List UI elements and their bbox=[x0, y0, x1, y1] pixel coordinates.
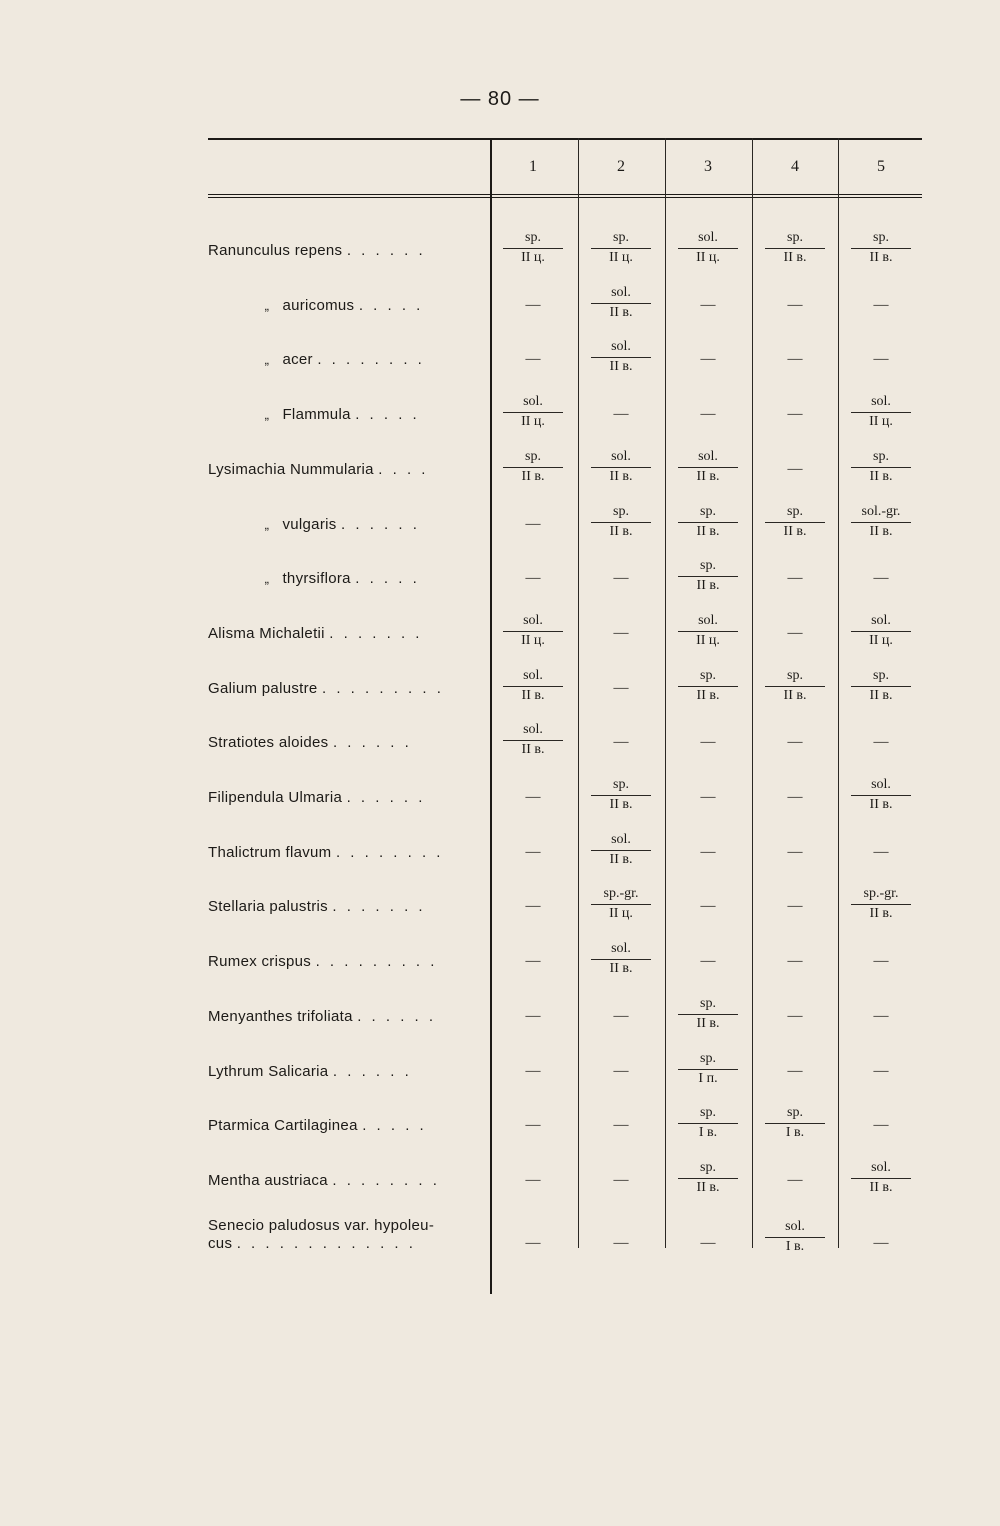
dot-leader: . . . . . . . . bbox=[332, 1171, 440, 1189]
epithet-name: Cartilaginea bbox=[274, 1117, 358, 1135]
phase-value: II в. bbox=[696, 523, 720, 539]
abundance-value: sp. bbox=[503, 449, 563, 468]
abundance-value: sol. bbox=[851, 613, 911, 632]
phase-value: I в. bbox=[698, 1125, 718, 1141]
species-name bbox=[208, 461, 490, 478]
phase-value: II в. bbox=[696, 1179, 720, 1195]
abundance-fraction bbox=[490, 613, 576, 650]
abundance-fraction bbox=[665, 504, 751, 541]
phase-value: II в. bbox=[609, 851, 633, 867]
abundance-value: sol. bbox=[503, 668, 563, 687]
table-row bbox=[208, 996, 922, 1050]
phase-value: II в. bbox=[869, 687, 893, 703]
genus-name: Menyanthes bbox=[208, 1007, 293, 1025]
absent-dash: — bbox=[613, 679, 629, 696]
absent-dash: — bbox=[525, 296, 541, 313]
abundance-value: sp. bbox=[678, 668, 738, 687]
genus-name: Thalictrum bbox=[208, 843, 282, 861]
absent-dash: — bbox=[873, 953, 889, 970]
phase-value: II ц. bbox=[869, 632, 893, 648]
ditto-mark: „ bbox=[264, 516, 270, 532]
genus-name: Ranunculus bbox=[208, 242, 291, 259]
abundance-fraction bbox=[838, 613, 924, 650]
abundance-value: sol. bbox=[503, 722, 563, 741]
absent-dash: — bbox=[787, 460, 803, 477]
table-row bbox=[208, 504, 922, 558]
abundance-value: sp. bbox=[503, 230, 563, 249]
absent-dash: — bbox=[525, 515, 541, 532]
abundance-fraction bbox=[752, 1105, 838, 1142]
abundance-fraction bbox=[838, 777, 924, 814]
phase-value: II в. bbox=[609, 961, 633, 977]
epithet-name: acer bbox=[282, 351, 313, 369]
column-header-3: 3 bbox=[704, 158, 712, 175]
dot-leader: . . . . . bbox=[362, 1117, 427, 1135]
species-name bbox=[208, 625, 490, 642]
absent-dash: — bbox=[613, 570, 629, 587]
abundance-value: sol.-gr. bbox=[851, 504, 911, 523]
header-rule bbox=[208, 194, 922, 198]
absent-dash: — bbox=[873, 1117, 889, 1134]
epithet-name: palustre bbox=[261, 679, 318, 697]
abundance-value: sp. bbox=[591, 504, 651, 523]
dot-leader: . . . . . bbox=[358, 296, 424, 314]
absent-dash: — bbox=[700, 898, 716, 915]
epithet-name: austriaca bbox=[264, 1171, 328, 1189]
abundance-value: sp. bbox=[591, 777, 651, 796]
table-row bbox=[208, 668, 922, 722]
dot-leader: . . . . . . . . bbox=[335, 843, 444, 861]
absent-dash: — bbox=[787, 898, 803, 915]
absent-dash: — bbox=[873, 734, 889, 751]
genus-name: Galium bbox=[208, 679, 258, 697]
absent-dash: — bbox=[700, 1234, 716, 1251]
absent-dash: — bbox=[525, 1171, 541, 1188]
phase-value: II в. bbox=[869, 797, 893, 812]
abundance-value: sol. bbox=[851, 777, 911, 796]
dot-leader: . . . . . . . . . bbox=[315, 953, 438, 971]
table-row bbox=[208, 1105, 922, 1159]
phase-value: II в. bbox=[609, 468, 633, 484]
table-row bbox=[208, 285, 922, 339]
genus-name: Stellaria bbox=[208, 898, 265, 916]
species-name bbox=[208, 953, 490, 970]
abundance-value: sol. bbox=[503, 613, 563, 632]
abundance-value: sol. bbox=[591, 285, 651, 304]
absent-dash: — bbox=[700, 789, 716, 805]
species-name bbox=[208, 570, 490, 587]
genus-name: Lythrum bbox=[208, 1062, 264, 1080]
table-row bbox=[208, 941, 922, 995]
epithet-name: aloides bbox=[278, 734, 329, 752]
absent-dash: — bbox=[787, 406, 803, 423]
absent-dash: — bbox=[873, 351, 889, 368]
epithet-name: Michaletii bbox=[259, 624, 325, 642]
abundance-fraction bbox=[578, 941, 664, 978]
absent-dash: — bbox=[613, 1062, 629, 1079]
phase-value: II в. bbox=[609, 797, 633, 812]
table-row bbox=[208, 1215, 922, 1269]
table-top-rule bbox=[208, 138, 922, 140]
abundance-value: sp. bbox=[678, 504, 738, 523]
absent-dash: — bbox=[787, 351, 803, 368]
epithet-name: Nummularia bbox=[289, 460, 374, 478]
abundance-fraction bbox=[838, 394, 924, 431]
absent-dash: — bbox=[873, 1007, 889, 1024]
abundance-value: sp. bbox=[591, 230, 651, 249]
dot-leader: . . . . . . . . bbox=[317, 351, 425, 369]
abundance-fraction bbox=[665, 558, 751, 595]
species-name bbox=[208, 1008, 490, 1025]
absent-dash: — bbox=[613, 1234, 629, 1251]
abundance-value: sol. bbox=[851, 394, 911, 413]
absent-dash: — bbox=[700, 734, 716, 751]
species-name bbox=[208, 789, 490, 806]
column-header-1: 1 bbox=[529, 158, 537, 175]
phase-value: II в. bbox=[696, 468, 720, 484]
dot-leader: . . . . . . bbox=[346, 242, 426, 259]
abundance-fraction bbox=[665, 1051, 751, 1088]
species-table bbox=[208, 138, 922, 1298]
abundance-fraction bbox=[665, 1105, 751, 1142]
phase-value: II ц. bbox=[696, 632, 720, 648]
dot-leader: . . . . . bbox=[355, 406, 420, 424]
phase-value: II в. bbox=[696, 1015, 720, 1031]
absent-dash: — bbox=[525, 1062, 541, 1079]
phase-value: I в. bbox=[785, 1125, 805, 1141]
abundance-fraction bbox=[752, 230, 838, 267]
abundance-fraction bbox=[838, 886, 924, 923]
abundance-fraction bbox=[490, 668, 576, 705]
epithet-name: thyrsiflora bbox=[282, 570, 351, 588]
species-name bbox=[208, 1063, 490, 1080]
absent-dash: — bbox=[787, 570, 803, 587]
epithet-name: flavum bbox=[285, 843, 332, 861]
species-name bbox=[208, 406, 490, 423]
dot-leader: . . . . . . . . . . . . . bbox=[236, 1234, 416, 1252]
abundance-fraction bbox=[838, 230, 924, 267]
absent-dash: — bbox=[613, 1117, 629, 1134]
abundance-value: sol. bbox=[591, 339, 651, 358]
column-header-2: 2 bbox=[617, 158, 625, 175]
absent-dash: — bbox=[787, 624, 803, 641]
abundance-value: sol. bbox=[678, 230, 738, 249]
species-name bbox=[208, 297, 490, 314]
dot-leader: . . . . . . bbox=[357, 1007, 437, 1025]
abundance-value: sp. bbox=[765, 230, 825, 249]
phase-value: II в. bbox=[609, 359, 633, 375]
ditto-mark: „ bbox=[264, 407, 270, 423]
abundance-fraction bbox=[665, 230, 751, 267]
epithet-name: Salicaria bbox=[268, 1062, 329, 1080]
table-row bbox=[208, 722, 922, 776]
table-row bbox=[208, 886, 922, 940]
absent-dash: — bbox=[700, 296, 716, 313]
abundance-value: sp. bbox=[765, 668, 825, 687]
species-name bbox=[208, 680, 490, 697]
species-name bbox=[208, 242, 490, 259]
absent-dash: — bbox=[525, 898, 541, 915]
abundance-fraction bbox=[838, 449, 924, 486]
abundance-fraction bbox=[665, 613, 751, 650]
abundance-fraction bbox=[838, 504, 924, 541]
epithet-name: vulgaris bbox=[282, 515, 337, 533]
phase-value: II ц. bbox=[869, 414, 893, 430]
abundance-fraction bbox=[578, 886, 664, 923]
species-name bbox=[208, 898, 490, 915]
abundance-fraction bbox=[490, 722, 576, 759]
absent-dash: — bbox=[613, 1171, 629, 1188]
abundance-value: sp.-gr. bbox=[591, 886, 651, 905]
abundance-fraction bbox=[578, 832, 664, 869]
phase-value: II в. bbox=[869, 250, 893, 265]
phase-value: II ц. bbox=[696, 250, 720, 265]
phase-value: II ц. bbox=[521, 250, 545, 265]
abundance-fraction bbox=[490, 230, 576, 267]
abundance-value: sp. bbox=[851, 668, 911, 687]
absent-dash: — bbox=[613, 624, 629, 641]
absent-dash: — bbox=[787, 953, 803, 970]
absent-dash: — bbox=[787, 789, 803, 805]
abundance-fraction bbox=[490, 449, 576, 486]
abundance-value: sol. bbox=[591, 449, 651, 468]
phase-value: II в. bbox=[521, 742, 545, 758]
abundance-value: sol. bbox=[851, 1160, 911, 1179]
dot-leader: . . . . . . bbox=[332, 734, 412, 752]
ditto-mark: „ bbox=[264, 352, 270, 368]
abundance-value: sp. bbox=[678, 1051, 738, 1070]
absent-dash: — bbox=[700, 406, 716, 423]
epithet-name: trifoliata bbox=[297, 1007, 353, 1025]
absent-dash: — bbox=[525, 351, 541, 368]
table-row bbox=[208, 1051, 922, 1105]
abundance-value: sp. bbox=[765, 1105, 825, 1124]
ditto-mark: „ bbox=[264, 297, 270, 313]
epithet-continuation: cus bbox=[208, 1234, 233, 1252]
abundance-fraction bbox=[665, 996, 751, 1033]
epithet-name: Ulmaria bbox=[288, 789, 343, 806]
phase-value: II ц. bbox=[521, 632, 545, 648]
genus-name: Ptarmica bbox=[208, 1117, 270, 1135]
species-name bbox=[208, 844, 490, 861]
absent-dash: — bbox=[525, 1234, 541, 1251]
dot-leader: . . . . . . bbox=[341, 515, 420, 533]
absent-dash: — bbox=[700, 953, 716, 970]
abundance-value: sp. bbox=[678, 1105, 738, 1124]
species-name bbox=[208, 1117, 490, 1134]
epithet-name: paludosus var. hypoleu- bbox=[268, 1216, 435, 1234]
absent-dash: — bbox=[525, 843, 541, 860]
absent-dash: — bbox=[700, 843, 716, 860]
absent-dash: — bbox=[613, 406, 629, 423]
table-row bbox=[208, 777, 922, 831]
abundance-fraction bbox=[752, 504, 838, 541]
epithet-name: palustris bbox=[269, 898, 328, 916]
phase-value: II в. bbox=[521, 687, 545, 703]
phase-value: I в. bbox=[785, 1238, 805, 1254]
dot-leader: . . . . . . bbox=[346, 789, 426, 806]
table-row bbox=[208, 1160, 922, 1214]
abundance-fraction bbox=[752, 1219, 838, 1256]
abundance-value: sp. bbox=[678, 996, 738, 1015]
phase-value: II ц. bbox=[609, 906, 633, 922]
absent-dash: — bbox=[787, 1007, 803, 1024]
abundance-value: sp.-gr. bbox=[851, 886, 911, 905]
phase-value: II в. bbox=[696, 578, 720, 594]
dot-leader: . . . . . . . bbox=[332, 898, 426, 916]
epithet-name: Flammula bbox=[282, 406, 351, 424]
table-row bbox=[208, 558, 922, 612]
column-header-4: 4 bbox=[791, 158, 799, 175]
table-row bbox=[208, 394, 922, 448]
abundance-value: sp. bbox=[851, 449, 911, 468]
absent-dash: — bbox=[525, 1117, 541, 1134]
absent-dash: — bbox=[613, 1007, 629, 1024]
epithet-name: repens bbox=[294, 242, 343, 259]
table-row bbox=[208, 230, 922, 284]
species-name bbox=[208, 1172, 490, 1189]
table-row bbox=[208, 449, 922, 503]
abundance-value: sp. bbox=[851, 230, 911, 249]
ditto-mark: „ bbox=[264, 571, 270, 587]
species-name bbox=[208, 734, 490, 751]
phase-value: II в. bbox=[521, 468, 545, 484]
absent-dash: — bbox=[873, 843, 889, 860]
page-number: — 80 — bbox=[460, 88, 540, 110]
dot-leader: . . . . . . . bbox=[329, 624, 423, 642]
abundance-fraction bbox=[578, 339, 664, 376]
phase-value: II в. bbox=[783, 687, 807, 703]
abundance-value: sol. bbox=[678, 449, 738, 468]
species-name bbox=[208, 351, 490, 368]
absent-dash: — bbox=[525, 789, 541, 805]
phase-value: II в. bbox=[869, 906, 893, 922]
absent-dash: — bbox=[873, 296, 889, 313]
phase-value: II в. bbox=[869, 468, 893, 484]
abundance-value: sol. bbox=[503, 394, 563, 413]
absent-dash: — bbox=[525, 570, 541, 587]
table-row bbox=[208, 339, 922, 393]
table-row bbox=[208, 832, 922, 886]
phase-value: II в. bbox=[609, 304, 633, 320]
species-name bbox=[208, 1217, 490, 1253]
abundance-fraction bbox=[665, 668, 751, 705]
abundance-fraction bbox=[665, 449, 751, 486]
absent-dash: — bbox=[787, 1171, 803, 1188]
genus-name: Filipendula bbox=[208, 789, 284, 806]
phase-value: II в. bbox=[783, 523, 807, 539]
absent-dash: — bbox=[613, 734, 629, 751]
abundance-fraction bbox=[578, 504, 664, 541]
phase-value: II в. bbox=[609, 523, 633, 539]
absent-dash: — bbox=[873, 1234, 889, 1251]
abundance-fraction bbox=[490, 394, 576, 431]
column-header-5: 5 bbox=[877, 158, 885, 175]
absent-dash: — bbox=[700, 351, 716, 368]
abundance-value: sp. bbox=[678, 1160, 738, 1179]
phase-value: II в. bbox=[869, 523, 893, 539]
phase-value: I п. bbox=[698, 1070, 718, 1086]
dot-leader: . . . . . bbox=[355, 570, 420, 588]
abundance-fraction bbox=[838, 1160, 924, 1197]
epithet-name: auricomus bbox=[282, 296, 355, 314]
phase-value: II в. bbox=[783, 250, 807, 265]
genus-name: Mentha bbox=[208, 1171, 260, 1189]
species-name bbox=[208, 516, 490, 533]
abundance-value: sol. bbox=[591, 941, 651, 960]
abundance-value: sp. bbox=[765, 504, 825, 523]
absent-dash: — bbox=[787, 734, 803, 751]
genus-name: Alisma bbox=[208, 624, 255, 642]
absent-dash: — bbox=[525, 953, 541, 970]
phase-value: II ц. bbox=[521, 414, 545, 430]
dot-leader: . . . . . . bbox=[332, 1062, 412, 1080]
absent-dash: — bbox=[787, 1062, 803, 1079]
table-row bbox=[208, 613, 922, 667]
genus-name: Lysimachia bbox=[208, 460, 286, 478]
phase-value: II в. bbox=[869, 1179, 893, 1195]
absent-dash: — bbox=[873, 1062, 889, 1079]
abundance-value: sol. bbox=[765, 1219, 825, 1238]
genus-name: Senecio bbox=[208, 1216, 265, 1234]
phase-value: II в. bbox=[696, 687, 720, 703]
abundance-fraction bbox=[578, 777, 664, 814]
abundance-fraction bbox=[838, 668, 924, 705]
epithet-name: crispus bbox=[261, 953, 312, 971]
abundance-value: sp. bbox=[678, 558, 738, 577]
abundance-fraction bbox=[665, 1160, 751, 1197]
absent-dash: — bbox=[787, 843, 803, 860]
dot-leader: . . . . bbox=[378, 460, 429, 478]
dot-leader: . . . . . . . . . bbox=[322, 679, 444, 697]
abundance-value: sol. bbox=[678, 613, 738, 632]
abundance-value: sol. bbox=[591, 832, 651, 851]
abundance-fraction bbox=[578, 285, 664, 322]
phase-value: II ц. bbox=[609, 250, 633, 265]
genus-name: Rumex bbox=[208, 953, 258, 971]
genus-name: Stratiotes bbox=[208, 734, 275, 752]
absent-dash: — bbox=[525, 1007, 541, 1024]
abundance-fraction bbox=[578, 230, 664, 267]
absent-dash: — bbox=[873, 570, 889, 587]
abundance-fraction bbox=[578, 449, 664, 486]
abundance-fraction bbox=[752, 668, 838, 705]
absent-dash: — bbox=[787, 296, 803, 313]
